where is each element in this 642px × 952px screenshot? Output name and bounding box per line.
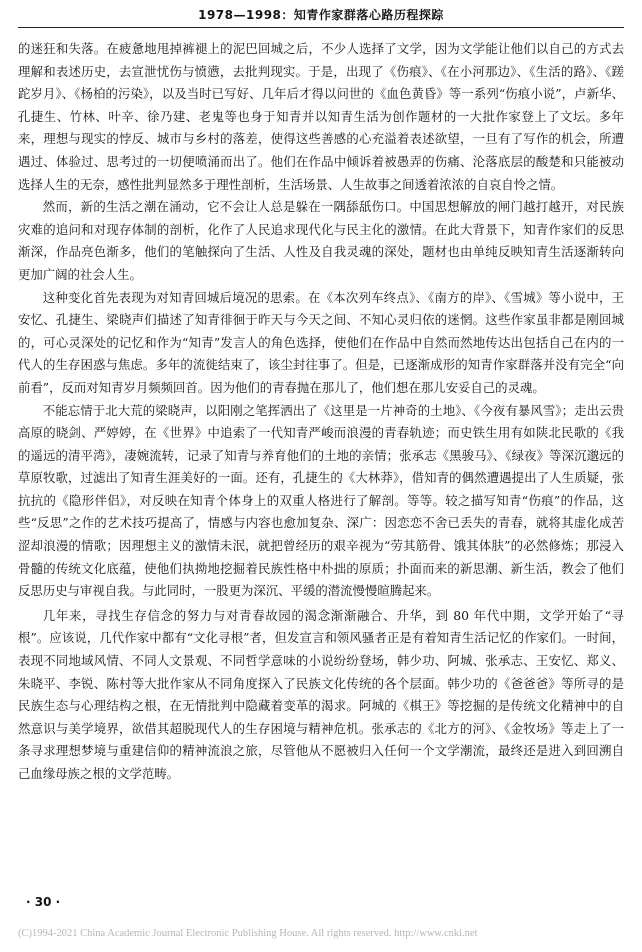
paragraph-1: 的迷狂和失落。在疲惫地甩掉裤褪上的泥巴回城之后，不少人选择了文学，因为文学能让他们以自己的方式去理解和表述历史，去宣泄忧伤与愤懑，去批判现实。于是，出现了《伤痕》、《在小河那边》、《生活的路》、《蹉跎岁月》、《杨柏的污染》，以及当时已写好、几年后才得以问世的《血色黄昏》等一系列“伤痕小说”，卢新华、孔捷生、竹林、叶辛、徐乃建、老鬼等也身于知青并以知青生活为创作题材的一大批作家登上了文坛。多年来，理想与现实的悖反、城市与乡村的落差，使得这些善感的心充溢着表述欲望，一旦有了写作的机会，所遭遇过、体验过、思考过的一切便喷涌而出了。他们在作品中倾诉着被愚弄的伤痛、沦落底层的酸楚和只能被动选择人生的无奈，感性批判显然多于理性剖析，生活场景、人生故事之间透着浓浓的自哀自怜之情。 <box>18 41 624 192</box>
article-body <box>18 38 624 786</box>
paragraph-2: 然而，新的生活之潮在涌动，它不会让人总是躲在一隅舔舐伤口。中国思想解放的闸门越打越开，对民族灾难的追问和对现存体制的剖析，化作了人民追求现代化与民主化的激情。在此大背景下，知青作家们的反思渐深，作品亮色渐多，他们的笔触探向了生活、人性及自我灵魂的深处，题材也由单纯反映知青生活逐渐转向更加广阔的社会人生。 <box>18 199 624 282</box>
header-rule <box>18 27 624 28</box>
paragraph-5: 几年来，寻找生存信念的努力与对青春故园的渴念渐渐融合、升华，到 80 年代中期，文学开始了“寻根”。应该说，几代作家中都有“文化寻根”者，但发宣言和领风骚者正是有着知青生活记忆的作家们。一时间，表现不同地域风情、不同人文景观、不同哲学意味的小说纷纷登场，韩少功、阿城、张承志、王安忆、郑义、朱晓平、李锐、陈村等大批作家从不同角度探入了民族文化传统的各个层面。韩少功的《爸爸爸》等所寻的是民族生态与心理结构之根，在无情批判中隐藏着变革的渴求。阿城的《棋王》等挖掘的是传统文化精神中的自然意识与美学境界，欲借其超脱现代人的生存困境与精神危机。张承志的《北方的河》、《金牧场》等走上了一条寻求理想梦境与重建信仰的精神流浪之旅，尽管他从不愿被归入任何一个文学潮流，最终还是进入到回溯自己血缘母族之根的文学范畴。 <box>18 607 624 781</box>
page-number: · 30 · <box>26 895 61 909</box>
paragraph-3: 这种变化首先表现为对知青回城后境况的思索。在《本次列车终点》、《南方的岸》、《雪城》等小说中，王安忆、孔捷生、梁晓声们描述了知青徘徊于昨天与今天之间、不知心灵归依的迷惘。这些作家虽非都是刚回城的，可心灵深处的记忆和作为“知青”发言人的角色选择，使他们在作品中自然而然地传达出包括自己在内的一代人的生存困惑与焦虑。多年的流徙结束了，该尘封往事了。但是，已逐渐成形的知青作家群落并没有完全“向前看”，反而对知青岁月频频回首。因为他们的青春抛在那儿了，他们想在那儿安妥自己的灵魂。 <box>18 289 624 395</box>
running-header: 1978—1998：知青作家群落心路历程探踪 <box>198 8 444 22</box>
paragraph-4: 不能忘情于北大荒的梁晓声，以阳刚之笔挥洒出了《这里是一片神奇的土地》、《今夜有暴风雪》；走出云贵高原的晓剑、严婷婷，在《世界》中追索了一代知青严峻而浪漫的青春轨迹；而史铁生用有如陕北民歌的《我的遥远的清平湾》，凄婉流转，记录了知青与养育他们的土地的亲情；张承志《黑骏马》、《绿夜》等深沉邈远的草原牧歌，过滤出了知青生涯美好的一面。还有，孔捷生的《大林莽》，借知青的偶然遭遇提出了人生质疑，张抗抗的《隐形伴侣》，对反映在知青个体身上的双重人格进行了解剖。等等。较之描写知青“伤痕”的作品，这些“反思”之作的艺术技巧提高了，情感与内容也愈加复杂、深广：因恋恋不舍已丢失的青春，就将其虚化成苦涩却浪漫的情歌；因理想主义的激情未泯，就把曾经历的艰辛视为“劳其筋骨、饿其体肤”的必然修炼；那浸入骨髓的传统文化底蕴，使他们执拗地挖掘着民族性格中朴拙的原质；扑面而来的新思潮、新生活，教会了他们反思历史与审视自我。与此同时，一股更为深沉、平缓的潜流慢慢暄腾起来。 <box>18 402 624 599</box>
copyright-watermark: (C)1994-2021 China Academic Journal Electronic Publishing House. All rights reserved. http://www.cnki.net <box>18 928 478 939</box>
